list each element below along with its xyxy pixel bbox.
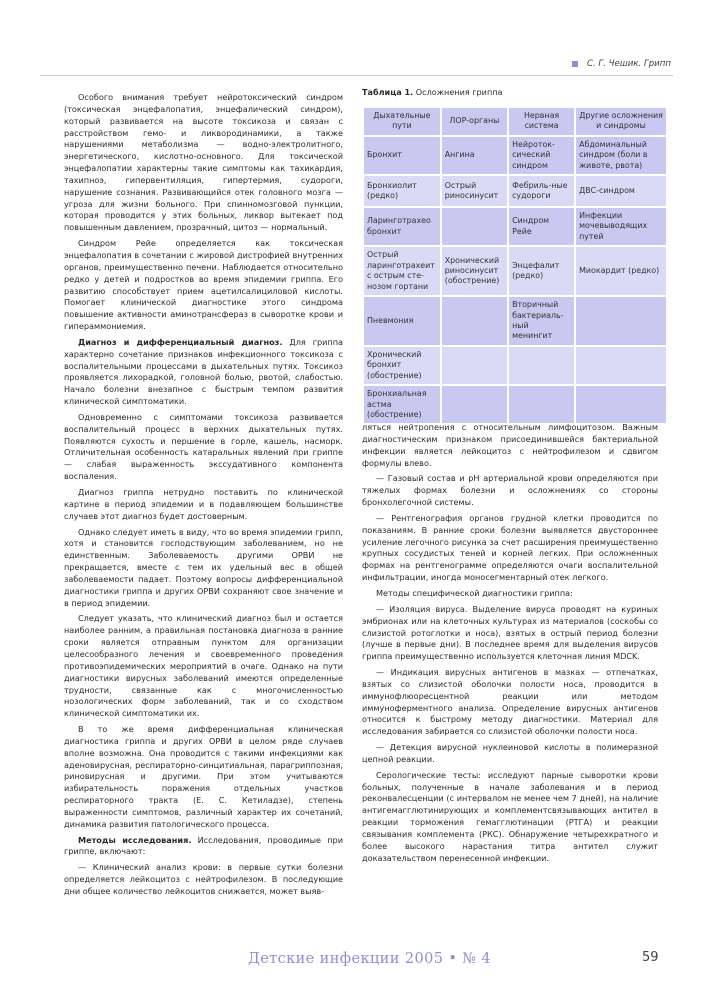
paragraph: ляться нейтропения с относительным лимфоцитозом. Важным диагностическим признаком присоединившейся бактериальной инфекции является лейкоцитоз с нейтрофилезом и сдвигом формулы влево. bbox=[362, 422, 658, 468]
running-header bbox=[572, 59, 671, 69]
table-caption: Таблица 1. Осложнения гриппа bbox=[362, 87, 503, 97]
paragraph: — Изоляция вируса. Выделение вируса проводят на куриных эмбрионах или на клеточных культурах из материалов (соскобы со слизистой ротоглотки и носа), взятых в острый период болезни (лучше в первые дни). В последнее время для выделения вирусов гриппа преимущественно используется клеточная линия MDCK. bbox=[362, 603, 658, 662]
header-square-icon bbox=[572, 61, 578, 67]
section-heading: Методы исследования. bbox=[78, 834, 192, 845]
table-row bbox=[364, 297, 666, 345]
paragraph: Одновременно с симптомами токсикоза развивается воспалительный процесс в верхних дыхательных путях. Появляются сухость и першение в горле, кашель, насморк. Отличительная особенность катаральных явлений при гриппе — слабая выраженность экссудативного компонента воспаления. bbox=[64, 411, 343, 482]
table-cell: Энцефалит (редко) bbox=[509, 247, 574, 295]
paragraph: Однако следует иметь в виду, что во время эпидемии грипп, хотя и становится господствующим заболеванием, но не единственным. Заболеваемость другими ОРВИ не прекращается, вместе с тем их удельный вес в общей заболеваемости падает. Поэтому вопросы дифференциальной диагностики гриппа и других ОРВИ сохраняют свое значение и в период эпидемии. bbox=[64, 526, 343, 608]
table-cell: Ларинготрахео бронхит bbox=[364, 208, 440, 245]
table-cell: Ангина bbox=[442, 137, 507, 174]
table-cell: Пневмония bbox=[364, 297, 440, 345]
paragraph: — Индикация вирусных антигенов в мазках — отпечатках, взятых со слизистой оболочки полости носа, проводится в иммунофлюоресцентной реакции или методом иммуноферментного анализа. Определение вирусных антигенов относится к быстрому методу диагностики. Материал для исследования забирается со слизистой оболочки полости носа. bbox=[362, 667, 658, 737]
table-cell: Бронхиолит (редко) bbox=[364, 176, 440, 206]
paragraph: — Рентгенография органов грудной клетки проводится по показаниям. В ранние сроки болезни выявляется двустороннее усиление легочного рисунка за счет расширения преимущественно крупных сосудистых теней и корней легких. При осложненных формах на рентгенограмме определяются очаги воспалительной инфильтрации, иногда моносегментарный отек легкого. bbox=[362, 512, 658, 583]
table-cell: Абдоминальный синдром (боли в животе, рвота) bbox=[576, 137, 666, 174]
table-row bbox=[364, 386, 666, 423]
table-cell bbox=[442, 386, 507, 423]
table-cell bbox=[442, 208, 507, 245]
paragraph: — Клинический анализ крови: в первые сутки болезни определяется лейкоцитоз с нейтрофилезом. В последующие дни общее количество лейкоцитов снижается, может выяв- bbox=[64, 862, 343, 896]
paragraph: Диагноз и дифференциальный диагноз. Для гриппа характерно сочетание признаков инфекционного токсикоза с воспалительными процессами в дыхательных путях. Токсикоз проявляется лихорадкой, головной болью, рвотой, слабостью. Начало болезни внезапное с быстрым темпом развития клинической симптоматики. bbox=[64, 336, 344, 407]
table-row bbox=[364, 347, 666, 384]
table-row bbox=[364, 137, 666, 174]
table-cell bbox=[576, 297, 666, 345]
column-header: Нервная система bbox=[509, 108, 574, 135]
table-header-row bbox=[364, 108, 666, 135]
column-header: Другие осложнения и синдромы bbox=[576, 108, 666, 135]
column-header: ЛОР-органы bbox=[442, 108, 507, 135]
page-number: 59 bbox=[642, 950, 659, 965]
table-cell: Инфекции мочевыводящих путей bbox=[576, 208, 666, 245]
paragraph: Диагноз гриппа нетрудно поставить по клинической картине в период эпидемии и в подавляющем большинстве случаев этот диагноз будет достоверным. bbox=[64, 487, 343, 521]
table-cell: Хронический бронхит (обострение) bbox=[364, 347, 440, 384]
paragraph: Серологические тесты: исследуют парные сыворотки крови больных, полученные в начале заболевания и в период реконвалесценции (с интервалом не менее чем 7 дней), на наличие антигемагглютинирующих и комплементсвязывающих антител в реакции торможения гемагглютинации (РТГА) и реакции связывания комплемента (РКС). Обнаружение четырехкратного и более высокого нарастания титра антител служит доказательством перенесенной инфекции. bbox=[362, 769, 658, 863]
table-cell bbox=[576, 386, 666, 423]
table-cell bbox=[509, 347, 574, 384]
right-column bbox=[362, 422, 658, 869]
header-rule bbox=[40, 75, 673, 76]
paragraph: Методы специфической диагностики гриппа: bbox=[376, 587, 573, 598]
paragraph: — Детекция вирусной нуклеиновой кислоты в полимеразной цепной реакции. bbox=[362, 742, 658, 764]
table-cell: Бронхиальная астма (обострение) bbox=[364, 386, 440, 423]
table-cell bbox=[509, 386, 574, 423]
paragraph: — Газовый состав и pH артериальной крови определяются при тяжелых формах болезни и осложнениях со стороны бронхолегочной системы. bbox=[362, 473, 658, 508]
table-cell bbox=[576, 347, 666, 384]
table-cell: Бронхит bbox=[364, 137, 440, 174]
table-cell bbox=[442, 347, 507, 384]
table-cell bbox=[442, 297, 507, 345]
paragraph: Синдром Рейе определяется как токсическая энцефалопатия в сочетании с жировой дистрофией внутренних органов, преимущественно печени. Наблюдается относительно редко у детей и подростков во время эпидемии гриппа. Его развитию способствует прием ацетилсалициловой кислоты. Помогает клинической диагностике этого синдрома повышение активности аминотрансфераз в сыворотке крови и гипераммониемия. bbox=[64, 238, 343, 332]
left-column bbox=[64, 92, 343, 902]
table-cell: Синдром Рейе bbox=[509, 208, 574, 245]
table-cell: Острый риносинусит bbox=[442, 176, 507, 206]
table-cell: Хронический риносинусит (обострение) bbox=[442, 247, 507, 295]
table-row bbox=[364, 176, 666, 206]
table-row bbox=[364, 208, 666, 245]
table-cell: Миокардит (редко) bbox=[576, 247, 666, 295]
paragraph: В то же время дифференциальная клиническая диагностика гриппа и других ОРВИ в целом ряде случаев вполне возможна. Она проводится с такими инфекциями как аденовирусная, респираторно-синцитиальная, парагриппозная, риновирусная и другими. При этом учитываются избирательность поражения отдельных участков респираторного тракта (Е. С. Кетиладзе), степень выраженности симптомов, различный характер их сочетаний, динамика развития патологического процесса. bbox=[64, 724, 343, 829]
column-header: Дыхательные пути bbox=[364, 108, 440, 135]
table-cell: Фебриль-ные судороги bbox=[509, 176, 574, 206]
section-heading: Диагноз и дифференциальный диагноз. bbox=[78, 336, 283, 347]
table-row bbox=[364, 247, 666, 295]
complications-table bbox=[362, 106, 668, 425]
table-cell: Вторичный бактериаль-ный менингит bbox=[509, 297, 574, 345]
paragraph: Особого внимания требует нейротоксический синдром (токсическая энцефалопатия, энцефалический синдром), который развивается на высоте токсикоза и связан с расстройством гемо- и ликвородинамики, а также нарушениями метаболизма — водно-электролитного, энергетического, кислотно-основного. Для токсической энцефалопатии характерны такие симптомы как тахикардия, тахипноэ, гипервентиляция, гипертермия, судороги, нарушение сознания. Развивающийся отек головного мозга — угроза для жизни больного. При спинномозговой пункции, которая проводится у этих больных, ликвор вытекает под повышенным давлением, прозрачный, цитоз — нормальный. bbox=[64, 92, 343, 233]
paragraph: Следует указать, что клинический диагноз был и остается наиболее ранним, а правильная постановка диагноза в ранние сроки является отправным пунктом для организации целесообразного лечения и своевременного проведения противоэпидемических мероприятий в очаге. Однако на пути диагностики вирусных заболеваний имеются определенные трудности, связанные как с многочисленностью нозологических форм заболеваний, так и со сходством клинической симптоматики их. bbox=[64, 613, 343, 719]
table-cell: Нейроток-сический синдром bbox=[509, 137, 574, 174]
table-cell: Острый ларинготрахеит с острым сте-нозом гортани bbox=[364, 247, 440, 295]
header-author-title: С. Г. Чешик. Грипп bbox=[586, 59, 671, 69]
table-cell: ДВС-синдром bbox=[576, 176, 666, 206]
paragraph: Методы исследования. Исследования, проводимые при гриппе, включают: bbox=[64, 834, 343, 857]
journal-footer: Детские инфекции 2005 • № 4 bbox=[248, 951, 492, 967]
